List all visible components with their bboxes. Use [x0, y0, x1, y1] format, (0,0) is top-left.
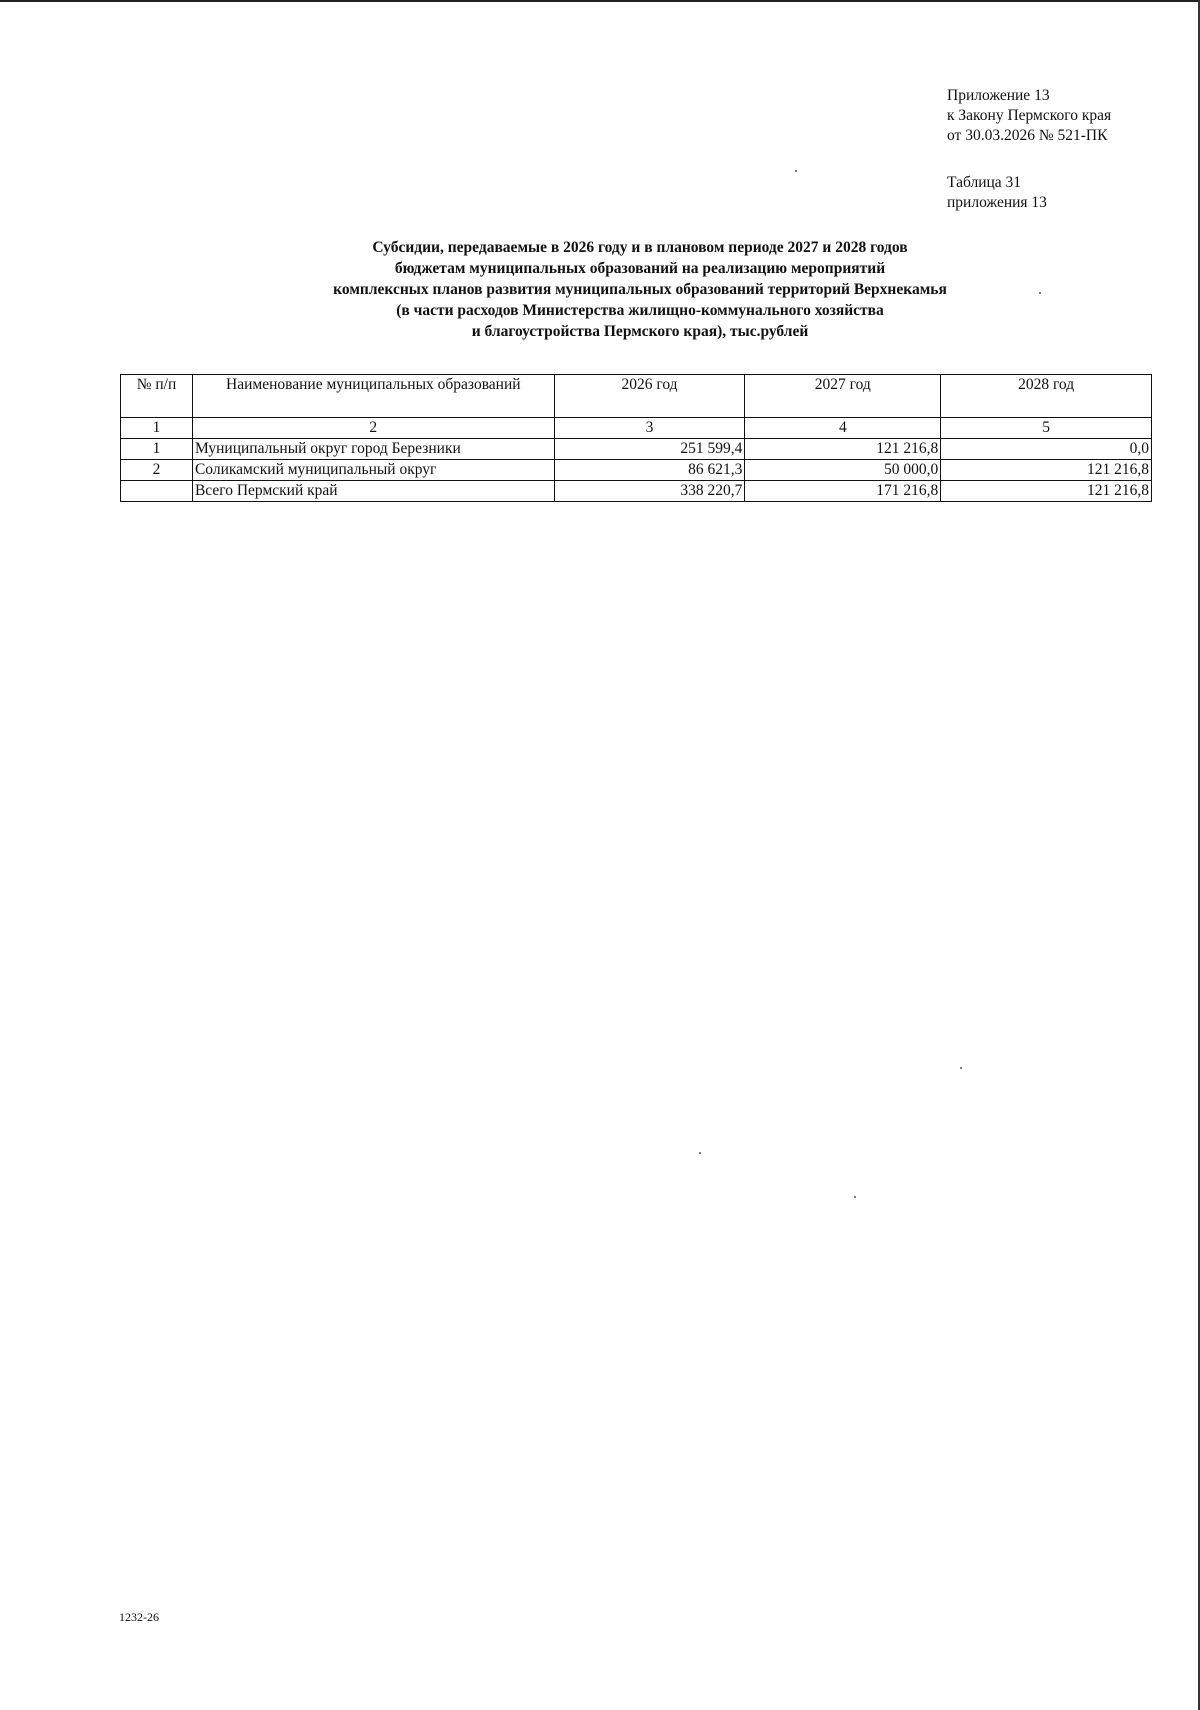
row-num: 2 — [121, 460, 193, 481]
document-code: 1232-26 — [119, 1610, 159, 1624]
row-2028: 0,0 — [941, 439, 1152, 460]
column-index-row — [121, 418, 1152, 439]
header-name: Наименование муниципальных образований — [192, 375, 554, 418]
table-row — [121, 439, 1152, 460]
table-total-row — [121, 481, 1152, 502]
row-2028: 121 216,8 — [941, 481, 1152, 502]
scan-speck — [1039, 292, 1041, 294]
column-index: 1 — [121, 418, 193, 439]
column-index: 4 — [745, 418, 941, 439]
appendix-header — [947, 86, 1111, 146]
scan-speck — [854, 1196, 856, 1198]
row-2027: 171 216,8 — [745, 481, 941, 502]
title-line-4: (в части расходов Министерства жилищно-коммунального хозяйства — [396, 302, 884, 319]
appendix-line-2: к Закону Пермского края — [947, 107, 1112, 124]
table-reference — [947, 173, 1047, 213]
header-2028: 2028 год — [941, 375, 1152, 418]
row-2026: 338 220,7 — [554, 481, 745, 502]
title-line-1: Субсидии, передаваемые в 2026 году и в плановом периоде 2027 и 2028 годов — [372, 239, 908, 256]
table-ref-line-1: Таблица 31 — [947, 174, 1022, 191]
title-line-2: бюджетам муниципальных образований на реализацию мероприятий — [394, 260, 886, 277]
header-2026: 2026 год — [554, 375, 745, 418]
table-header-row — [121, 375, 1152, 418]
row-2027: 50 000,0 — [745, 460, 941, 481]
row-num — [121, 481, 193, 502]
row-2027: 121 216,8 — [745, 439, 941, 460]
document-title — [200, 237, 1080, 342]
scan-speck — [795, 170, 797, 172]
table-row — [121, 460, 1152, 481]
column-index: 3 — [554, 418, 745, 439]
appendix-line-3: от 30.03.2026 № 521-ПК — [947, 127, 1108, 144]
row-name: Всего Пермский край — [192, 481, 554, 502]
column-index: 5 — [941, 418, 1152, 439]
row-2026: 86 621,3 — [554, 460, 745, 481]
column-index: 2 — [192, 418, 554, 439]
row-name: Соликамский муниципальный округ — [192, 460, 554, 481]
title-line-5: и благоустройства Пермского края), тыс.рублей — [471, 323, 809, 340]
header-2027: 2027 год — [745, 375, 941, 418]
row-2028: 121 216,8 — [941, 460, 1152, 481]
scan-speck — [960, 1067, 962, 1069]
table-ref-line-2: приложения 13 — [947, 194, 1047, 211]
subsidy-table — [120, 374, 1152, 502]
scan-speck — [699, 1152, 701, 1154]
appendix-line-1: Приложение 13 — [947, 87, 1050, 104]
header-num: № п/п — [121, 375, 193, 418]
row-name: Муниципальный округ город Березники — [192, 439, 554, 460]
title-line-3: комплексных планов развития муниципальных образований территорий Верхнекамья — [333, 281, 947, 298]
row-2026: 251 599,4 — [554, 439, 745, 460]
row-num: 1 — [121, 439, 193, 460]
scan-top-edge — [0, 0, 1200, 2]
